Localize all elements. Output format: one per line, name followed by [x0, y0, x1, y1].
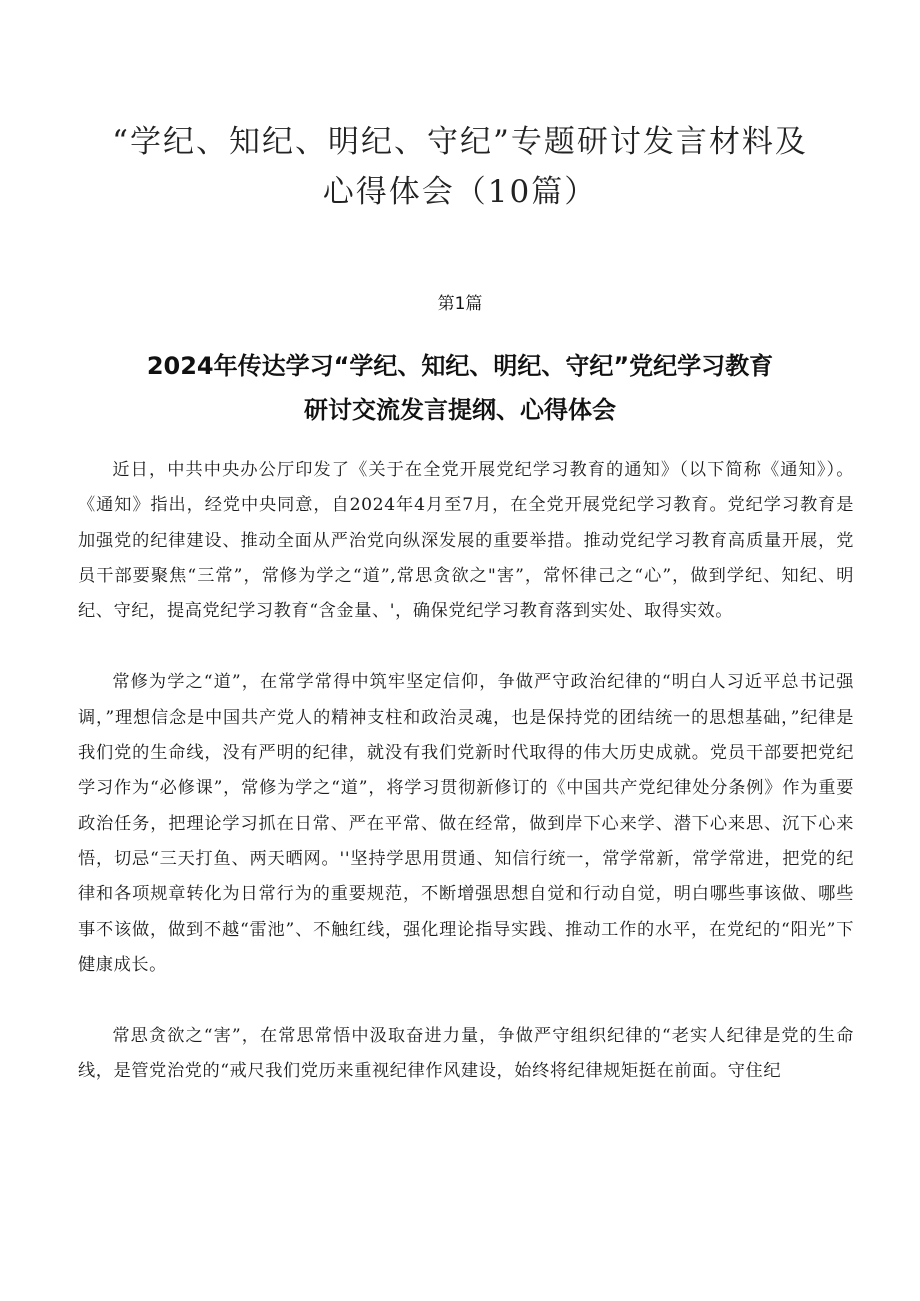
part-label: 第1篇	[437, 294, 483, 314]
body-paragraph-2: 常修为学之“道”，在常学常得中筑牢坚定信仰，争做严守政治纪律的“明白人习近平总书记强调，”理想信念是中国共产党人的精神支柱和政治灵魂，也是保持党的团结统一的思想基础，”纪律是我们党的生命线，没有严明的纪律，就没有我们党新时代取得的伟大历史成就。党员干部要把党纪学习作为“必修课”，常修为学之“道”，将学习贯彻新修订的《中国共产党纪律处分条例》作为重要政治任务，把理论学习抓在日常、严在平常、做在经常，做到岸下心来学、潜下心来思、沉下心来悟，切忌“三天打鱼、两天晒网。''坚持学思用贯通、知信行统一，常学常新，常学常进，把党的纪律和各项规章转化为日常行为的重要规范，不断增强思想自觉和行动自觉，明白哪些事该做、哪些事不该做，做到不越“雷池”、不触红线，强化理论指导实践、推动工作的水平，在党纪的“阳光”下健康成长。	[78, 672, 854, 975]
document-title-line-2: 心得体会（10篇）	[322, 174, 598, 210]
document-title-line-1: “学纪、知纪、明纪、守纪”专题研讨发言材料及	[112, 124, 808, 160]
article-heading	[60, 344, 860, 432]
body-paragraph-1: 近日，中共中央办公厅印发了《关于在全党开展党纪学习教育的通知》（以下简称《通知》）。《通知》指出，经党中央同意，自2024年4月至7月，在全党开展党纪学习教育。党纪学习教育是加强党的纪律建设、推动全面从严治党向纵深发展的重要举措。推动党纪学习教育高质量开展，党员干部要聚焦“三常”，常修为学之“道”,常思贪欲之"害”，常怀律己之“心”，做到学纪、知纪、明纪、守纪，提高党纪学习教育“含金量、'，确保党纪学习教育落到实处、取得实效。	[78, 460, 854, 622]
article-body	[78, 453, 854, 1126]
article-heading-line-1: 2024年传达学习“学纪、知纪、明纪、守纪”党纪学习教育	[146, 352, 774, 380]
document-title	[60, 117, 860, 217]
article-heading-line-2: 研讨交流发言提纲、心得体会	[304, 396, 616, 424]
body-paragraph-3: 常思贪欲之“害”，在常思常悟中汲取奋进力量，争做严守组织纪律的“老实人纪律是党的生命线，是管党治党的“戒尺我们党历来重视纪律作风建设，始终将纪律规矩挺在前面。守住纪	[78, 1026, 854, 1082]
